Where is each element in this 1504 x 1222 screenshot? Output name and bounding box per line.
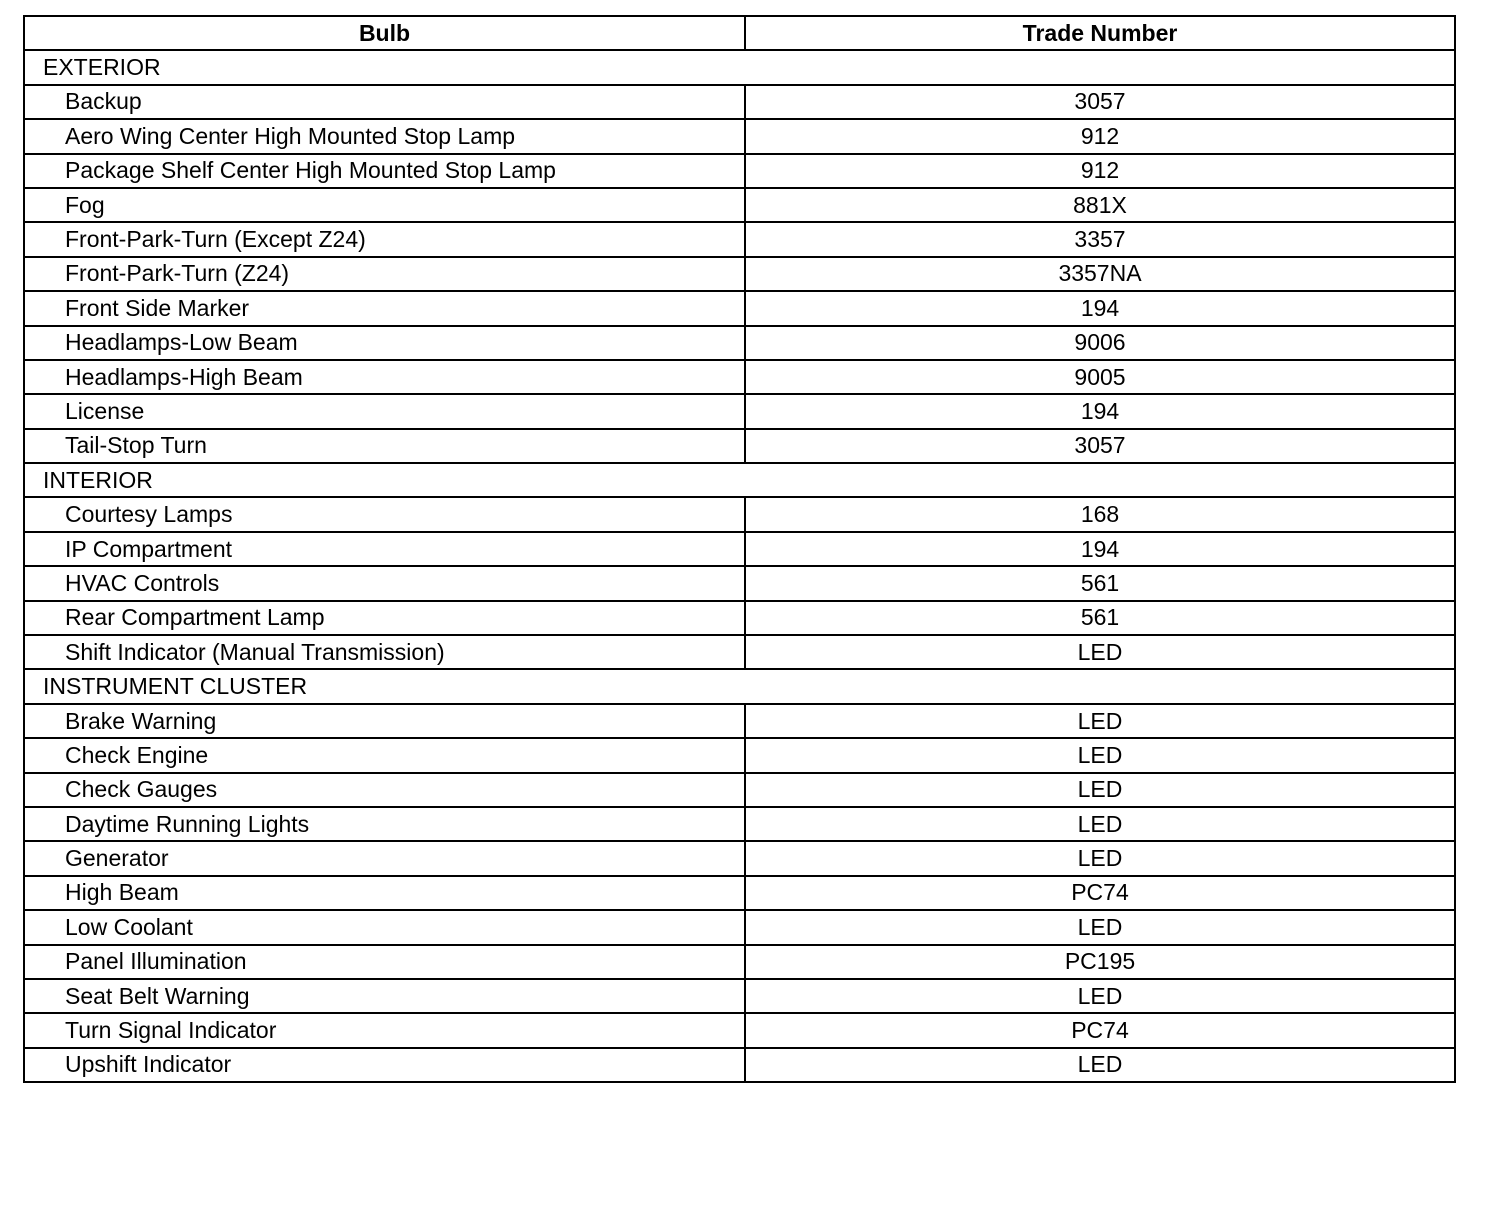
table-row [24, 601, 1455, 635]
table-row [24, 429, 1455, 463]
section-row-interior [24, 463, 1455, 497]
bulb-name: Seat Belt Warning [24, 979, 745, 1013]
table-row [24, 945, 1455, 979]
bulb-name: Panel Illumination [24, 945, 745, 979]
bulb-name: Brake Warning [24, 704, 745, 738]
table-row [24, 360, 1455, 394]
table-row [24, 326, 1455, 360]
table-row [24, 979, 1455, 1013]
table-row [24, 773, 1455, 807]
bulb-name: IP Compartment [24, 532, 745, 566]
table-row [24, 738, 1455, 772]
bulb-name: Headlamps-High Beam [24, 360, 745, 394]
bulb-name: Daytime Running Lights [24, 807, 745, 841]
section-row-instrument-cluster [24, 669, 1455, 703]
table-row [24, 566, 1455, 600]
bulb-name: Check Gauges [24, 773, 745, 807]
section-title: INTERIOR [24, 463, 1455, 497]
trade-number: 912 [745, 119, 1455, 153]
table-row [24, 291, 1455, 325]
table-row [24, 635, 1455, 669]
trade-number: LED [745, 910, 1455, 944]
bulb-name: Tail-Stop Turn [24, 429, 745, 463]
table-row [24, 119, 1455, 153]
bulb-name: Check Engine [24, 738, 745, 772]
table-header [24, 16, 1455, 50]
trade-number: 881X [745, 188, 1455, 222]
trade-number: LED [745, 635, 1455, 669]
bulb-name: Front Side Marker [24, 291, 745, 325]
header-trade-number: Trade Number [745, 16, 1455, 50]
bulb-name: Low Coolant [24, 910, 745, 944]
table-row [24, 841, 1455, 875]
bulb-name: License [24, 394, 745, 428]
trade-number: LED [745, 773, 1455, 807]
bulb-name: Turn Signal Indicator [24, 1013, 745, 1047]
section-row-exterior [24, 50, 1455, 84]
bulb-name: Headlamps-Low Beam [24, 326, 745, 360]
table-row [24, 85, 1455, 119]
table-row [24, 910, 1455, 944]
section-title: EXTERIOR [24, 50, 1455, 84]
trade-number: 561 [745, 566, 1455, 600]
header-bulb: Bulb [24, 16, 745, 50]
bulb-name: Generator [24, 841, 745, 875]
header-row [24, 16, 1455, 50]
trade-number: 9005 [745, 360, 1455, 394]
table-row [24, 257, 1455, 291]
bulb-name: Aero Wing Center High Mounted Stop Lamp [24, 119, 745, 153]
table-row [24, 1048, 1455, 1082]
trade-number: LED [745, 841, 1455, 875]
table-row [24, 704, 1455, 738]
table-row [24, 188, 1455, 222]
bulb-name: Package Shelf Center High Mounted Stop Lamp [24, 154, 745, 188]
table-body [24, 50, 1455, 1082]
trade-number: 9006 [745, 326, 1455, 360]
trade-number: 912 [745, 154, 1455, 188]
trade-number: 194 [745, 394, 1455, 428]
trade-number: LED [745, 704, 1455, 738]
trade-number: 168 [745, 497, 1455, 531]
bulb-name: Courtesy Lamps [24, 497, 745, 531]
trade-number: 3357NA [745, 257, 1455, 291]
trade-number: PC74 [745, 876, 1455, 910]
trade-number: 561 [745, 601, 1455, 635]
table-row [24, 394, 1455, 428]
trade-number: LED [745, 807, 1455, 841]
bulb-name: HVAC Controls [24, 566, 745, 600]
bulb-name: Rear Compartment Lamp [24, 601, 745, 635]
trade-number: LED [745, 1048, 1455, 1082]
bulb-name: Upshift Indicator [24, 1048, 745, 1082]
bulb-name: Front-Park-Turn (Z24) [24, 257, 745, 291]
bulb-name: Backup [24, 85, 745, 119]
trade-number: 194 [745, 532, 1455, 566]
bulb-name: Shift Indicator (Manual Transmission) [24, 635, 745, 669]
trade-number: LED [745, 979, 1455, 1013]
section-title: INSTRUMENT CLUSTER [24, 669, 1455, 703]
trade-number: 3057 [745, 85, 1455, 119]
trade-number: LED [745, 738, 1455, 772]
bulb-trade-number-table [23, 15, 1456, 1083]
bulb-name: Front-Park-Turn (Except Z24) [24, 222, 745, 256]
table-row [24, 532, 1455, 566]
table-row [24, 807, 1455, 841]
table-row [24, 222, 1455, 256]
bulb-name: Fog [24, 188, 745, 222]
trade-number: PC195 [745, 945, 1455, 979]
table-row [24, 154, 1455, 188]
table-row [24, 876, 1455, 910]
trade-number: 194 [745, 291, 1455, 325]
table-row [24, 1013, 1455, 1047]
table-row [24, 497, 1455, 531]
trade-number: 3057 [745, 429, 1455, 463]
trade-number: PC74 [745, 1013, 1455, 1047]
trade-number: 3357 [745, 222, 1455, 256]
bulb-name: High Beam [24, 876, 745, 910]
